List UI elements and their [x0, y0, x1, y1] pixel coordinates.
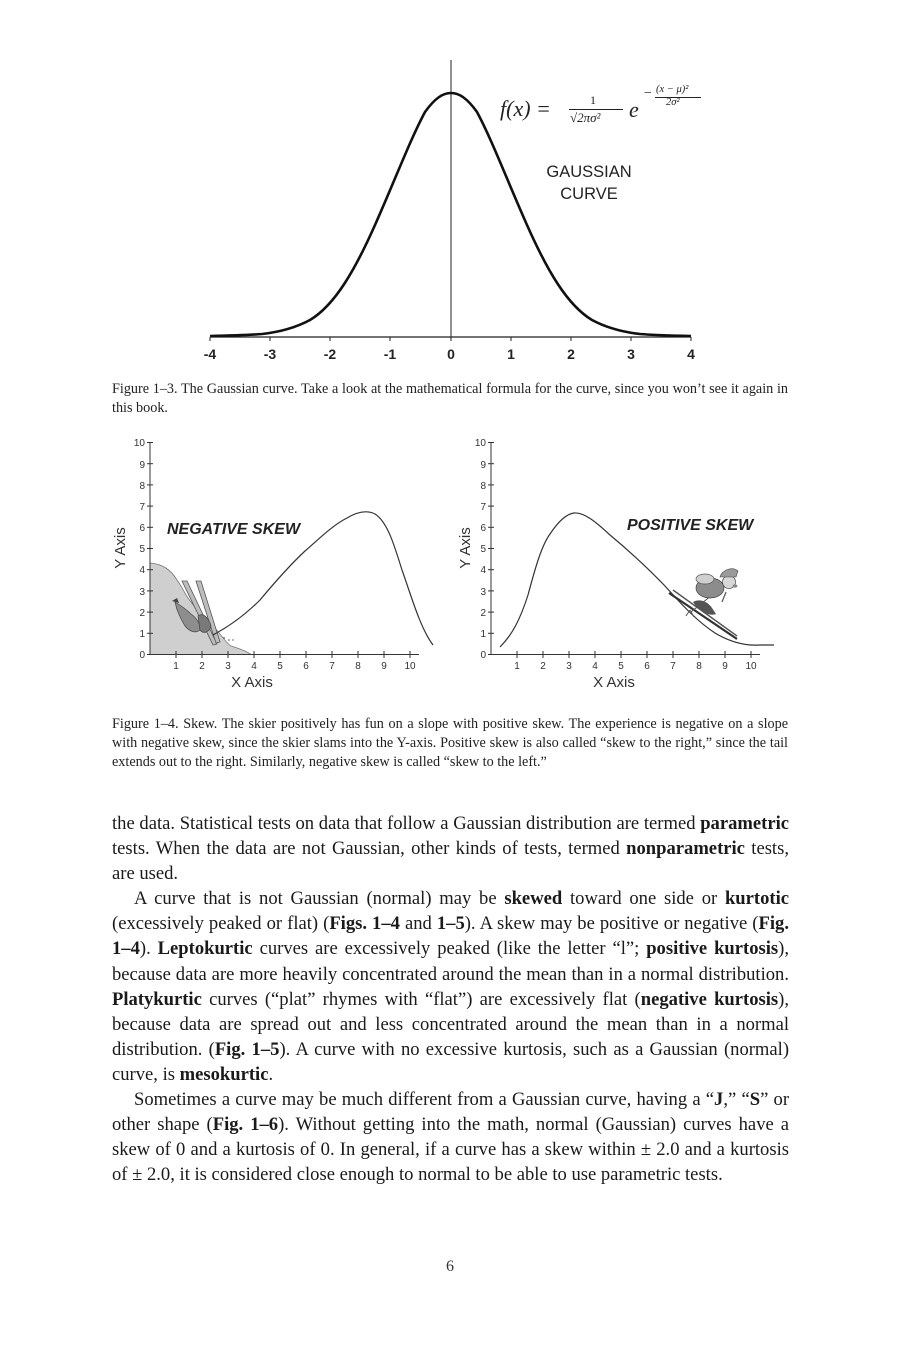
svg-text:6: 6 — [644, 661, 650, 672]
svg-text:7: 7 — [670, 661, 676, 672]
formula-base: e — [629, 97, 639, 122]
negative-skew-y-tick-labels — [134, 438, 146, 661]
figure-1-4-caption: Figure 1–4. Skew. The skier positively has fun on a slope with positive skew. The experience is negative on a slope with negative skew, since the skier slams into the Y-axis. Positive skew is also called “skew to the right,” since the tail extends out to the right. Similarly, negative skew is called “skew to the left.” — [112, 716, 788, 770]
negative-skew-title: NEGATIVE SKEW — [167, 521, 301, 538]
formula-exponent-sign: − — [644, 86, 652, 101]
text-span: curves are excessively peaked (like the letter “l”; — [252, 938, 647, 960]
svg-text:2: 2 — [540, 661, 546, 672]
text-span: ), because data are more heavily concentrated around the mean than in a normal distribution. — [112, 938, 789, 985]
gaussian-label-line2: CURVE — [560, 185, 618, 203]
figure-reference: Fig. 1–4 — [112, 913, 789, 960]
gaussian-formula — [498, 82, 728, 142]
svg-text:6: 6 — [139, 523, 145, 534]
gaussian-x-tick-labels — [204, 346, 695, 362]
text-span: the data. Statistical tests on data that follow a Gaussian distribution are termed — [112, 813, 701, 834]
text-span: ). A skew may be positive or negative ( — [464, 913, 759, 935]
body-text — [112, 811, 789, 1187]
svg-text:9: 9 — [722, 661, 728, 672]
formula-exponent-numerator: (x − μ)² — [656, 84, 689, 95]
paragraph-2 — [112, 886, 789, 1087]
svg-text:3: 3 — [225, 661, 231, 672]
term-mesokurtic: mesokurtic — [179, 1063, 269, 1085]
text-span: . — [268, 1063, 274, 1085]
text-span: ). A curve with no excessive kurtosis, such as a Gaussian (normal) curve, is — [112, 1038, 790, 1085]
svg-text:5: 5 — [139, 544, 145, 555]
svg-text:4: 4 — [251, 661, 257, 672]
happy-skier-illustration — [669, 569, 738, 639]
formula-lhs: f(x) = — [500, 96, 551, 121]
svg-text:8: 8 — [480, 481, 486, 492]
svg-text:1: 1 — [173, 661, 179, 672]
svg-text:3: 3 — [139, 587, 145, 598]
svg-text:1: 1 — [480, 629, 486, 640]
svg-text:8: 8 — [139, 481, 145, 492]
term-positive-kurtosis: positive kurtosis — [646, 938, 779, 960]
svg-text:9: 9 — [381, 661, 387, 672]
text-span: A curve that is not Gaussian (normal) may be — [134, 888, 505, 910]
svg-text:9: 9 — [139, 460, 145, 471]
positive-skew-y-tick-labels — [475, 438, 487, 661]
term-platykurtic: Platykurtic — [112, 988, 202, 1010]
svg-text:3: 3 — [480, 587, 486, 598]
text-span: tests. When the data are not Gaussian, other kinds of tests, termed — [112, 838, 627, 860]
text-span: ). — [139, 938, 158, 960]
svg-text:10: 10 — [745, 661, 757, 672]
term-kurtotic: kurtotic — [724, 888, 789, 910]
formula-numerator: 1 — [590, 93, 596, 107]
text-span: ” or other shape ( — [112, 1089, 790, 1136]
positive-skew-y-label: Y Axis — [457, 527, 474, 569]
text-span: and — [399, 913, 437, 935]
positive-skew-chart — [450, 430, 790, 695]
svg-text:2: 2 — [480, 608, 486, 619]
figure-reference: Figs. 1–4 — [329, 913, 400, 935]
figure-reference: Fig. 1–6 — [212, 1114, 279, 1136]
svg-text:4: 4 — [480, 565, 486, 576]
svg-text:4: 4 — [592, 661, 598, 672]
term-skewed: skewed — [504, 888, 563, 910]
term-s: S — [749, 1089, 761, 1111]
svg-text:-3: -3 — [263, 346, 277, 362]
svg-text:8: 8 — [355, 661, 361, 672]
svg-text:8: 8 — [696, 661, 702, 672]
svg-text:3: 3 — [627, 346, 635, 362]
gaussian-chart — [0, 0, 900, 370]
text-span: (excessively peaked or flat) ( — [112, 913, 330, 935]
svg-text:7: 7 — [480, 502, 486, 513]
svg-text:5: 5 — [277, 661, 283, 672]
svg-text:0: 0 — [447, 346, 455, 362]
svg-text:4: 4 — [687, 346, 695, 362]
svg-text:7: 7 — [139, 502, 145, 513]
term-negative-kurtosis: negative kurtosis — [640, 988, 779, 1010]
text-span: ). Without getting into the math, normal (Gaussian) curves have a skew of 0 and a kurtosis of 0. In general, if a curve has a skew within ± 2.0 and a kurtosis of ± 2.0, it is considered close enough to normal to be able to use parametric tests. — [112, 1114, 789, 1186]
negative-skew-x-tick-labels — [173, 661, 416, 672]
term-j: J — [714, 1089, 724, 1111]
svg-text:4: 4 — [139, 565, 145, 576]
text-span: ,” “ — [723, 1089, 750, 1111]
svg-text:7: 7 — [329, 661, 335, 672]
text-span: ), because data are spread out and less concentrated around the mean than in a normal distribution. ( — [112, 988, 789, 1060]
paragraph-1 — [112, 811, 789, 886]
svg-text:0: 0 — [139, 650, 145, 661]
svg-text:9: 9 — [480, 460, 486, 471]
svg-text:6: 6 — [480, 523, 486, 534]
negative-skew-chart — [105, 430, 445, 695]
svg-text:1: 1 — [514, 661, 520, 672]
gaussian-label-line1: GAUSSIAN — [546, 163, 632, 181]
svg-text:2: 2 — [199, 661, 205, 672]
svg-text:1: 1 — [507, 346, 515, 362]
text-span: Sometimes a curve may be much different from a Gaussian curve, having a “ — [134, 1089, 715, 1111]
term-leptokurtic: Leptokurtic — [157, 938, 253, 960]
formula-exponent-denominator: 2σ² — [666, 97, 680, 108]
figure-reference: Fig. 1–5 — [214, 1038, 280, 1060]
positive-skew-x-label: X Axis — [593, 674, 635, 691]
svg-text:2: 2 — [567, 346, 575, 362]
svg-text:2: 2 — [139, 608, 145, 619]
text-span: curves (“plat” rhymes with “flat”) are excessively flat ( — [201, 988, 641, 1010]
svg-text:3: 3 — [566, 661, 572, 672]
paragraph-3 — [112, 1087, 789, 1187]
svg-text:10: 10 — [474, 438, 486, 449]
svg-text:10: 10 — [133, 438, 145, 449]
term-parametric: parametric — [700, 813, 789, 834]
negative-skew-y-label: Y Axis — [112, 527, 129, 569]
svg-text:6: 6 — [303, 661, 309, 672]
svg-text:-4: -4 — [203, 346, 217, 362]
positive-skew-title: POSITIVE SKEW — [627, 517, 754, 534]
negative-skew-x-label: X Axis — [231, 674, 273, 691]
page-number: 6 — [446, 1258, 454, 1275]
figure-1-3-caption: Figure 1–3. The Gaussian curve. Take a look at the mathematical formula for the curve, since you won’t see it again in this book. — [112, 381, 788, 416]
svg-text:5: 5 — [480, 544, 486, 555]
positive-skew-x-tick-labels — [514, 661, 757, 672]
svg-text:-2: -2 — [323, 346, 337, 362]
svg-text:1: 1 — [139, 629, 145, 640]
figure-reference: 1–5 — [436, 913, 465, 935]
svg-text:5: 5 — [618, 661, 624, 672]
formula-denominator: √2πσ² — [570, 110, 601, 125]
svg-text:0: 0 — [480, 650, 486, 661]
text-span: toward one side or — [562, 888, 725, 910]
svg-text:-1: -1 — [383, 346, 397, 362]
term-nonparametric: nonparametric — [626, 838, 745, 860]
text-span: tests, are used. — [112, 838, 789, 885]
svg-text:10: 10 — [404, 661, 416, 672]
